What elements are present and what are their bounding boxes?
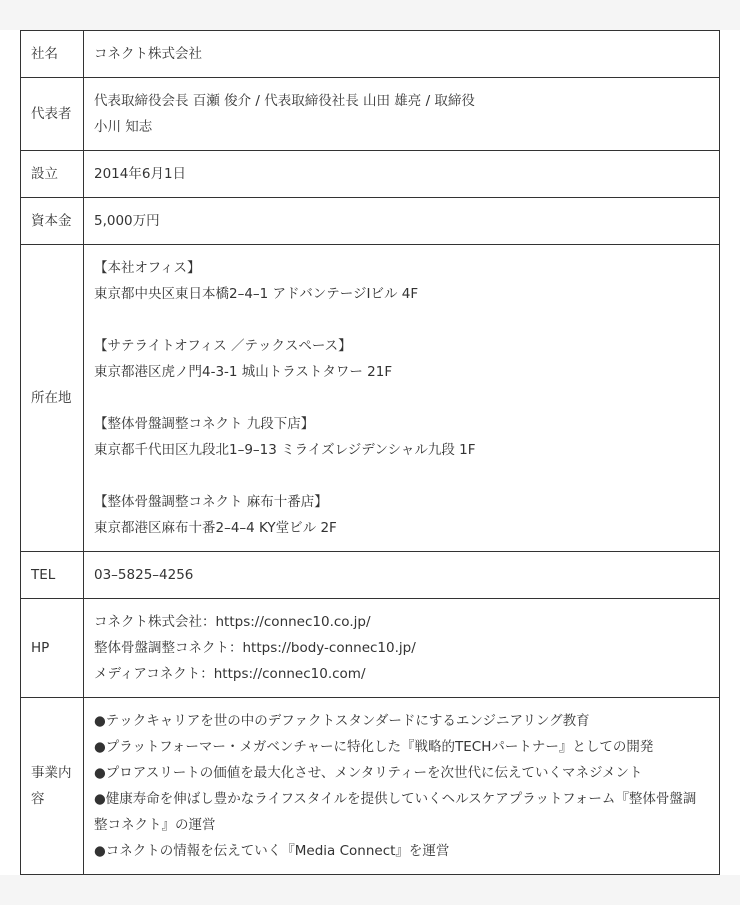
business-item: ●テックキャリアを世の中のデファクトスタンダードにするエンジニアリング教育 (94, 713, 590, 729)
business-item: ●健康寿命を伸ばし豊かなライフスタイルを提供していくヘルスケアプラットフォーム『整体骨盤調整コネクト』の運営 (94, 791, 697, 833)
row-address (21, 245, 720, 552)
row-hp (21, 599, 720, 698)
spacer (94, 385, 709, 411)
value-hp (84, 599, 720, 698)
office-name: 【整体骨盤調整コネクト 九段下店】 (94, 416, 315, 432)
business-item: ●プロアスリートの価値を最大化させ、メンタリティーを次世代に伝えていくマネジメント (94, 765, 643, 781)
hp-link: メディアコネクト：https://connec10.com/ (94, 666, 366, 682)
row-established (21, 151, 720, 198)
office-address: 東京都中央区東日本橋2–4–1 アドバンテージIビル 4F (94, 286, 419, 302)
row-capital (21, 198, 720, 245)
spacer (94, 307, 709, 333)
label-business: 事業内容 (21, 698, 84, 875)
value-address (84, 245, 720, 552)
label-company-name: 社名 (21, 31, 84, 78)
office-name: 【本社オフィス】 (94, 260, 201, 276)
row-company-name (21, 31, 720, 78)
office-address: 東京都港区麻布十番2–4–4 KY堂ビル 2F (94, 520, 337, 536)
value-business (84, 698, 720, 875)
value-representative (84, 78, 720, 151)
row-business (21, 698, 720, 875)
business-item: ●コネクトの情報を伝えていく『Media Connect』を運営 (94, 843, 450, 859)
label-address: 所在地 (21, 245, 84, 552)
representative-line: 小川 知志 (94, 119, 153, 135)
business-item: ●プラットフォーマー・メガベンチャーに特化した『戦略的TECHパートナー』としての開発 (94, 739, 654, 755)
value-established: 2014年6月1日 (84, 151, 720, 198)
office-name: 【整体骨盤調整コネクト 麻布十番店】 (94, 494, 328, 510)
company-info-table (20, 30, 720, 875)
label-established: 設立 (21, 151, 84, 198)
hp-link: 整体骨盤調整コネクト：https://body-connec10.jp/ (94, 640, 416, 656)
office-address: 東京都千代田区九段北1–9–13 ミライズレジデンシャル九段 1F (94, 442, 476, 458)
value-company-name: コネクト株式会社 (84, 31, 720, 78)
spacer (94, 463, 709, 489)
label-tel: TEL (21, 552, 84, 599)
value-tel: 03–5825–4256 (84, 552, 720, 599)
row-representative (21, 78, 720, 151)
label-capital: 資本金 (21, 198, 84, 245)
label-hp: HP (21, 599, 84, 698)
row-tel (21, 552, 720, 599)
value-capital: 5,000万円 (84, 198, 720, 245)
office-address: 東京都港区虎ノ門4-3-1 城山トラストタワー 21F (94, 364, 393, 380)
office-name: 【サテライトオフィス ／テックスペース】 (94, 338, 352, 354)
label-representative: 代表者 (21, 78, 84, 151)
hp-link: コネクト株式会社：https://connec10.co.jp/ (94, 614, 371, 630)
company-info-page (0, 30, 740, 875)
representative-line: 代表取締役会長 百瀬 俊介 / 代表取締役社長 山田 雄亮 / 取締役 (94, 93, 475, 109)
